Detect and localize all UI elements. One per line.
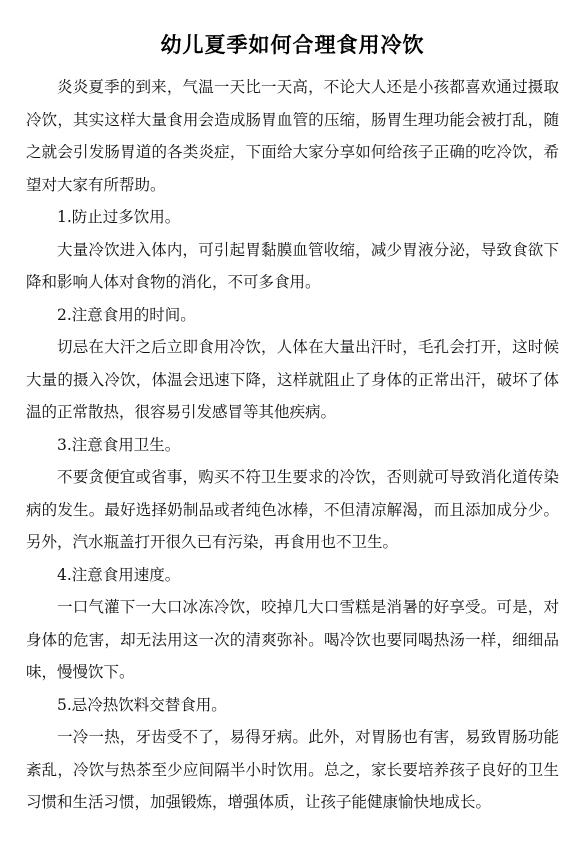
document-page (26, 28, 559, 819)
section-heading-2: 2.注意食用的时间。 (57, 305, 196, 324)
section-heading-3: 3.注意食用卫生。 (57, 435, 181, 454)
section-heading-4: 4.注意食用速度。 (57, 565, 181, 584)
section-body-4: 一口气灌下一大口冰冻冷饮，咬掉几大口雪糕是消暑的好享受。可是，对身体的危害，却无法用这一次的清爽弥补。喝冷饮也要同喝热汤一样，细细品味，慢慢饮下。 (26, 598, 559, 681)
section-body-2: 切忌在大汗之后立即食用冷饮，人体在大量出汗时，毛孔会打开，这时候大量的摄入冷饮，体温会迅速下降，这样就阻止了身体的正常出汗，破坏了体温的正常散热，很容易引发感冒等其他疾病。 (26, 338, 559, 421)
section-body-5: 一冷一热，牙齿受不了，易得牙病。此外，对胃肠也有害，易致胃肠功能紊乱，冷饮与热茶至少应间隔半小时饮用。总之，家长要培养孩子良好的卫生习惯和生活习惯，加强锻炼，增强体质，让孩子能健康愉快地成长。 (26, 728, 559, 811)
document-title: 幼儿夏季如何合理食用冷饮 (160, 33, 425, 57)
section-heading-1: 1.防止过多饮用。 (57, 208, 181, 226)
section-heading-5: 5.忌冷热饮料交替食用。 (57, 695, 227, 714)
intro-paragraph: 炎炎夏季的到来，气温一天比一天高，不论大人还是小孩都喜欢通过摄取冷饮，其实这样大量食用会造成肠胃血管的压缩，肠胃生理功能会被打乱，随之就会引发肠胃道的各类炎症，下面给大家分享如何给孩子正确的吃冷饮，希望对大家有所帮助。 (26, 78, 559, 194)
section-body-3: 不要贪便宜或省事，购买不符卫生要求的冷饮，否则就可导致消化道传染病的发生。最好选择奶制品或者纯色冰棒，不但清凉解渴，而且添加成分少。另外，汽水瓶盖打开很久已有污染，再食用也不卫生。 (26, 468, 559, 551)
section-body-1: 大量冷饮进入体内，可引起胃黏膜血管收缩，减少胃液分泌，导致食欲下降和影响人体对食物的消化，不可多食用。 (26, 240, 559, 291)
